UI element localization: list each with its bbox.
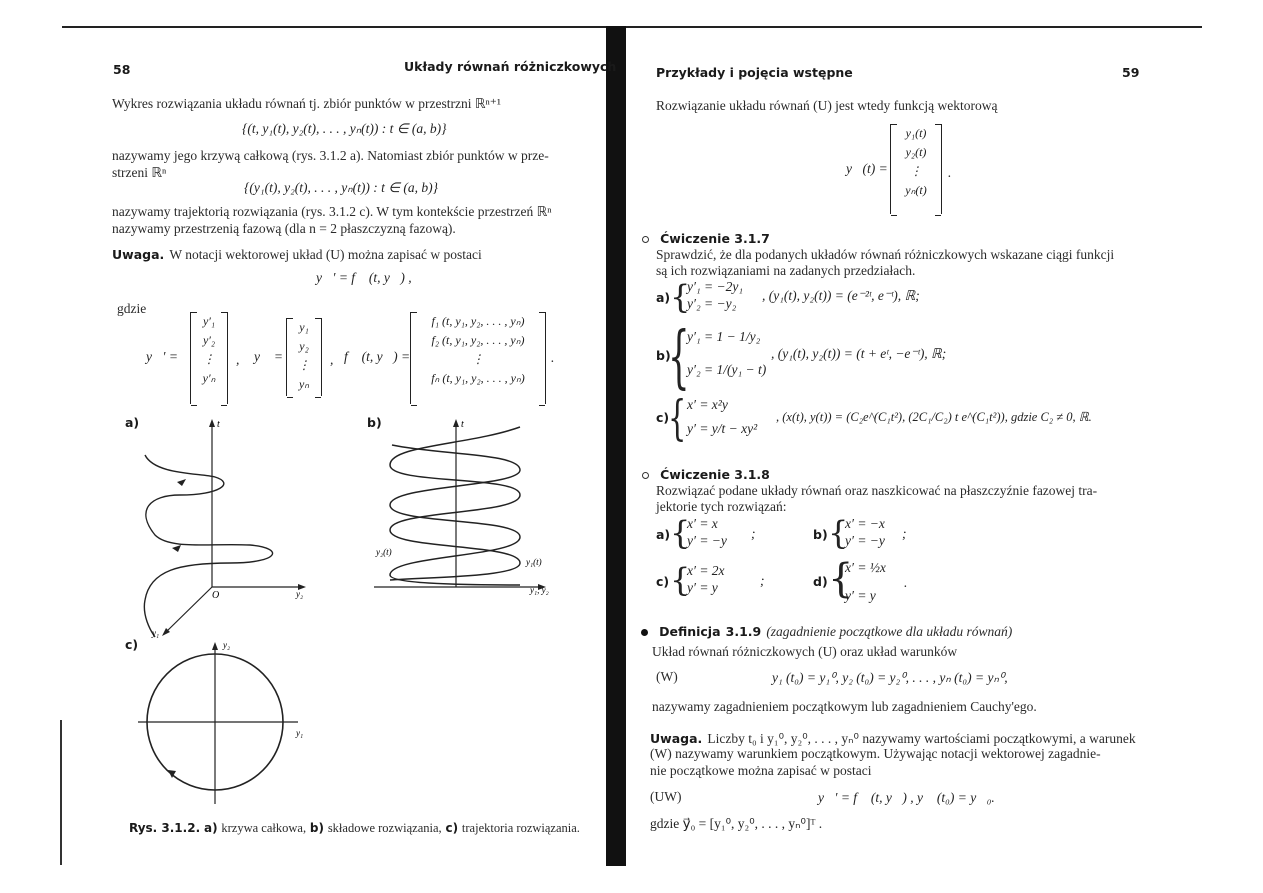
matrix-entry: y₁(t): [905, 126, 927, 140]
figure-caption: [129, 820, 580, 837]
brace: {: [668, 390, 687, 446]
caption-label: Rys. 3.1.2.: [129, 821, 201, 835]
axis-y1-label: y₁: [296, 728, 304, 738]
yprime-lhs: y⃗′ =: [146, 349, 178, 364]
eq-line: y′ = −y: [845, 533, 885, 548]
components-figure: [370, 415, 570, 600]
item-b-label: b): [813, 527, 828, 542]
fig-label-b: b): [367, 415, 382, 430]
matrix-entry: y′₂: [202, 333, 216, 347]
y2-axis-arrow: [212, 642, 218, 650]
exercise-text: Rozwiązać podane układy równań oraz naszkicować na płaszczyźnie fazowej tra-: [656, 483, 1098, 498]
sep: .: [904, 575, 908, 590]
sep: ;: [760, 573, 765, 588]
matrix-entry: ⋮: [472, 352, 484, 366]
condition-tag: (W): [656, 669, 678, 684]
note-text: W notacji wektorowej układ (U) można zapisać w postaci: [169, 247, 482, 262]
page-number-left: 58: [113, 62, 131, 77]
note-vector: [112, 244, 482, 263]
solution-vector-matrix: [890, 124, 942, 214]
comma: ,: [236, 352, 240, 367]
eq-line: y′₁ = −2y₁: [687, 279, 744, 294]
set-trajectory: {(y₁(t), y₂(t), . . . , yₙ(t)) : t ∈ (a, b)}: [244, 180, 439, 195]
eq-line: y′ = y: [845, 588, 876, 603]
matrix-entry: ⋮: [298, 358, 310, 372]
y0-definition: gdzie y⃗₀ = [y₁⁰, y₂⁰, . . . , yₙ⁰]ᵀ .: [650, 816, 823, 831]
matrix-entry: y′ₙ: [202, 371, 216, 385]
matrix-entry: fₙ (t, y₁, y₂, . . . , yₙ): [431, 371, 525, 385]
brace: {: [670, 278, 691, 316]
item-c-label: c): [656, 410, 670, 425]
eq-line: y′₂ = 1/(y₁ − t): [687, 362, 767, 377]
definition-3-1-9: [641, 621, 1012, 640]
intro-text: Rozwiązanie układu równań (U) jest wtedy funkcją wektorową: [656, 98, 998, 113]
solution: , (x(t), y(t)) = (C₂e^(C₁t²), (2C₁/C₂) t e^(C₁t²)), gdzie C₂ ≠ 0, ℝ.: [776, 410, 1092, 424]
axis-y2-label: y₂: [296, 589, 304, 599]
exercise-title: Ćwiczenie 3.1.7: [660, 231, 770, 246]
matrix-entry: yₙ(t): [905, 183, 927, 197]
note-label: Uwaga.: [650, 731, 703, 746]
running-header-right: Przykłady i pojęcia wstępne: [656, 65, 853, 80]
brace: {: [668, 318, 690, 397]
exercise-3-1-7: [642, 228, 770, 247]
eq-line: x′ = −x: [845, 516, 885, 531]
caption-c-text: trajektoria rozwiązania.: [461, 821, 580, 835]
book-spine: [606, 26, 626, 866]
page-edge: [60, 720, 62, 865]
note-text: (W) nazywamy warunkiem początkowym. Używając notacji wektorowej zagadnie-: [650, 746, 1101, 761]
eq-line: x′ = x²y: [687, 397, 728, 412]
t-axis-arrow: [453, 419, 459, 427]
f-matrix: [410, 312, 546, 404]
eq-line: y′ = y: [687, 580, 718, 595]
eq-line: x′ = 2x: [687, 563, 725, 578]
period: .: [551, 350, 555, 365]
matrix-entry: y₂: [299, 339, 309, 353]
initial-value-problem: y⃗′ = f⃗ (t, y⃗) , y⃗ (t₀) = y⃗₀.: [818, 790, 995, 805]
caption-b: b): [309, 821, 324, 835]
matrix-entry: y₂(t): [905, 145, 927, 159]
y1-curve: [390, 427, 520, 580]
eq-line: y′₂ = −y₂: [687, 296, 737, 311]
note-text: nie początkowe można zapisać w postaci: [650, 763, 872, 778]
top-rule: [62, 26, 1202, 28]
para-trajektoria: nazywamy trajektorią rozwiązania (rys. 3.1.2 c). W tym kontekście przestrzeń ℝⁿ: [112, 204, 552, 219]
eq-line: x′ = ½x: [845, 560, 886, 575]
axis-t-label: t: [217, 419, 220, 430]
axis-y1-label: y₁: [152, 628, 160, 638]
gdzie-label: gdzie: [117, 301, 147, 316]
solution: , (y₁(t), y₂(t)) = (e⁻²ᵗ, e⁻ᵗ), ℝ;: [762, 288, 920, 303]
eq-line: y′₁ = 1 − 1/y₂: [687, 329, 761, 344]
curve-y2t-label: y₂(t): [376, 547, 392, 557]
solid-bullet-icon: [641, 629, 648, 636]
fig-label-a: a): [125, 415, 140, 430]
exercise-text: jektorie tych rozwiązań:: [656, 499, 787, 514]
axis-t-label: t: [461, 419, 464, 430]
comma: ,: [330, 352, 334, 367]
brace: {: [670, 561, 691, 599]
helix-curve: [144, 455, 272, 637]
solution: , (y₁(t), y₂(t)) = (t + eᵗ, −e⁻ᵗ), ℝ;: [771, 346, 947, 361]
definition-label: Definicja: [659, 624, 721, 639]
matrix-entry: y′₁: [202, 314, 216, 328]
yprime-matrix: [190, 312, 228, 404]
matrix-entry: yₙ: [298, 377, 310, 391]
page-number-right: 59: [1122, 65, 1140, 80]
eq-line: y′ = y/t − xy²: [687, 421, 758, 436]
item-c-label: c): [656, 574, 670, 589]
initial-conditions: y₁ (t₀) = y₁⁰, y₂ (t₀) = y₂⁰, . . . , yₙ (t₀) = yₙ⁰,: [772, 670, 1008, 685]
vector-equation: y⃗′ = f⃗ (t, y⃗) ,: [316, 270, 412, 285]
curve-arrow: [172, 545, 181, 552]
open-bullet-icon: [642, 472, 649, 479]
definition-text: nazywamy zagadnieniem początkowym lub zagadnieniem Cauchy'ego.: [652, 699, 1037, 714]
exercise-text: Sprawdzić, że dla podanych układów równań różniczkowych wskazane ciągi funkcji: [656, 247, 1115, 262]
para-fazowa: nazywamy przestrzenią fazową (dla n = 2 płaszczyzną fazową).: [112, 221, 456, 236]
y-lhs: y⃗ =: [254, 349, 283, 364]
eq-line: x′ = x: [687, 516, 718, 531]
y1-axis: [165, 587, 212, 633]
para-krzywa: nazywamy jego krzywą całkową (rys. 3.1.2 a). Natomiast zbiór punktów w prze-: [112, 148, 549, 163]
brace: {: [828, 556, 854, 602]
exercise-3-1-8: [642, 464, 770, 483]
item-d-label: d): [813, 574, 828, 589]
axis-y2-label: y₂: [223, 640, 231, 650]
definition-subtitle: (zagadnienie początkowe dla układu równań): [766, 624, 1013, 639]
note-label: Uwaga.: [112, 247, 165, 262]
origin-label: O: [212, 590, 220, 601]
vector-lhs: y⃗(t) =: [846, 161, 888, 176]
para-wykres: Wykres rozwiązania układu równań tj. zbiór punktów w przestrzni ℝⁿ⁺¹: [112, 96, 501, 111]
item-a-label: a): [656, 290, 671, 305]
integral-curve-figure: [110, 415, 330, 640]
caption-b-text: składowe rozwiązania,: [327, 821, 442, 835]
y-matrix: [286, 318, 322, 396]
matrix-entry: y₁: [299, 320, 309, 334]
trajectory-figure: [130, 638, 310, 808]
matrix-entry: f₂ (t, y₁, y₂, . . . , yₙ): [431, 333, 525, 347]
period: .: [948, 165, 952, 180]
y2-curve: [390, 445, 520, 585]
definition-number: 3.1.9: [725, 624, 762, 639]
matrix-entry: ⋮: [910, 164, 922, 178]
curve-y1t-label: y₁(t): [526, 557, 542, 567]
matrix-entry: ⋮: [203, 352, 215, 366]
fig-label-c: c): [125, 637, 139, 652]
brace: {: [828, 514, 849, 552]
definition-text: Układ równań różniczkowych (U) oraz układ warunków: [652, 644, 958, 659]
item-b-label: b): [656, 348, 671, 363]
exercise-text: są ich rozwiązaniami na zadanych przedziałach.: [656, 263, 916, 278]
axis-y1y2-label: y₁, y₂: [530, 585, 549, 595]
f-lhs: f⃗ (t, y⃗) =: [344, 349, 411, 364]
t-axis-arrow: [209, 419, 215, 427]
item-a-label: a): [656, 527, 671, 542]
curve-arrow: [177, 479, 186, 486]
caption-a-text: krzywa całkowa,: [221, 821, 307, 835]
eq-line: y′ = −y: [687, 533, 727, 548]
exercise-title: Ćwiczenie 3.1.8: [660, 467, 770, 482]
condition-tag: (UW): [650, 789, 682, 804]
sep: ;: [902, 526, 907, 541]
para-przestrzeni: strzeni ℝⁿ: [112, 165, 167, 180]
set-integral-curve: {(t, y₁(t), y₂(t), . . . , yₙ(t)) : t ∈ (a, b)}: [242, 121, 447, 136]
matrix-entry: f₁ (t, y₁, y₂, . . . , yₙ): [431, 314, 525, 328]
running-header-left: Układy równań różniczkowych: [404, 59, 617, 74]
caption-c: c): [445, 821, 459, 835]
brace: {: [670, 514, 691, 552]
caption-a: a): [203, 821, 218, 835]
note-text: Liczby t₀ i y₁⁰, y₂⁰, . . . , yₙ⁰ nazywamy wartościami początkowymi, a warunek: [707, 731, 1136, 746]
sep: ;: [751, 526, 756, 541]
open-bullet-icon: [642, 236, 649, 243]
